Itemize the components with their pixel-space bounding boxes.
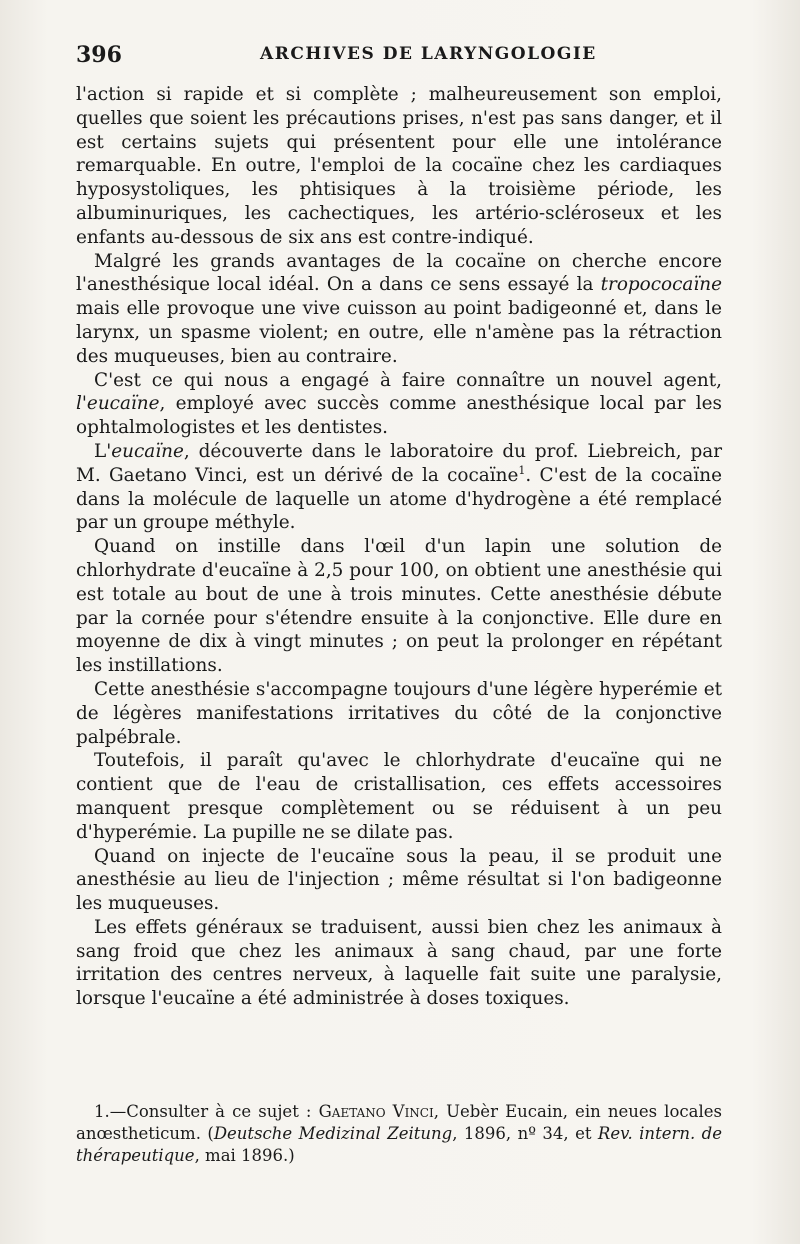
body-text bbox=[76, 83, 722, 1011]
paragraph-5: Quand on instille dans l'œil d'un lapin une solution de chlorhydrate d'eucaïne à 2,5 pour 100, on obtient une anesthésie qui est totale au bout de une à trois minutes. Cette anesthésie débute par la cornée pour s'étendre ensuite à la conjonctive. Elle dure en moyenne de dix à vingt minutes ; on peut la prolonger en répétant les instillations. bbox=[76, 536, 722, 677]
paragraph-8: Quand on injecte de l'eucaïne sous la peau, il se produit une anesthésie au lieu de l'injection ; même résultat si l'on badigeonne les muqueuses. bbox=[76, 845, 722, 915]
page-header bbox=[76, 38, 716, 78]
footnote-ref[interactable]: 1 bbox=[518, 463, 526, 477]
footnote-journal-1: Deutsche Medizinal Zeitung bbox=[213, 1124, 453, 1143]
footnote-author: Gaetano Vinci bbox=[318, 1102, 434, 1121]
paragraph-1: l'action si rapide et si complète ; malheureusement son emploi, quelles que soient les précautions prises, n'est pas sans danger, et il est certains sujets qui présentent pour elle une intolérance remarquable. En outre, l'emploi de la cocaïne chez les cardiaques hyposystoliques, les phtisiques à la troisième période, les albuminuriques, les cachectiques, les artério-scléroseux et les enfants au-dessous de six ans est contre-indiqué. bbox=[76, 84, 722, 248]
footnote-1: 1.—Consulter à ce sujet : Gaetano Vinci, Uebèr Eucain, ein neues locales anœstheticum. (Deutsche Medizinal Zeitung, 1896, nº 34, et Rev. intern. de thérapeutique, mai 1896.) bbox=[76, 1102, 722, 1165]
term-eucaine-2: eucaïne bbox=[111, 440, 184, 462]
paragraph-4: L'eucaïne, découverte dans le laboratoire du prof. Liebreich, par M. Gaetano Vinci, est un dérivé de la cocaïne$^1$. C'est de la cocaïne dans la molécule de laquelle un atome d'hydrogène a été remplacé par un groupe méthyle. bbox=[76, 440, 722, 534]
paragraph-7: Toutefois, il paraît qu'avec le chlorhydrate d'eucaïne qui ne contient que de l'eau de cristallisation, ces effets accessoires manquent presque complètement ou se réduisent à un peu d'hyperémie. La pupille ne se dilate pas. bbox=[76, 750, 722, 843]
footnotes bbox=[76, 1101, 722, 1167]
term-tropococaine: tropococaïne bbox=[600, 274, 722, 296]
running-head: ARCHIVES DE LARYNGOLOGIE bbox=[260, 44, 597, 64]
paragraph-6: Cette anesthésie s'accompagne toujours d'une légère hyperémie et de légères manifestations irritatives du côté de la conjonctive palpébrale. bbox=[76, 678, 722, 748]
term-eucaine: l'eucaïne bbox=[76, 393, 160, 415]
footnote-journal-2: Rev. intern. de thérapeutique bbox=[76, 1124, 722, 1165]
page-number: 396 bbox=[76, 42, 122, 68]
paragraph-9: Les effets généraux se traduisent, aussi bien chez les animaux à sang froid que chez les animaux à sang chaud, par une forte irritation des centres nerveux, à laquelle fait suite une paralysie, lorsque l'eucaïne a été administrée à doses toxiques. bbox=[76, 916, 722, 1010]
paragraph-3: C'est ce qui nous a engagé à faire connaître un nouvel agent, l'eucaïne, employé avec succès comme anesthésique local par les ophtalmologistes et les dentistes. bbox=[76, 369, 722, 439]
paragraph-2: Malgré les grands avantages de la cocaïne on cherche encore l'anesthésique local idéal. On a dans ce sens essayé la tropococaïne mais elle provoque une vive cuisson au point badigeonné et, dans le larynx, un spasme violent; en outre, elle n'amène pas la rétraction des muqueuses, bien au contraire. bbox=[76, 250, 722, 367]
